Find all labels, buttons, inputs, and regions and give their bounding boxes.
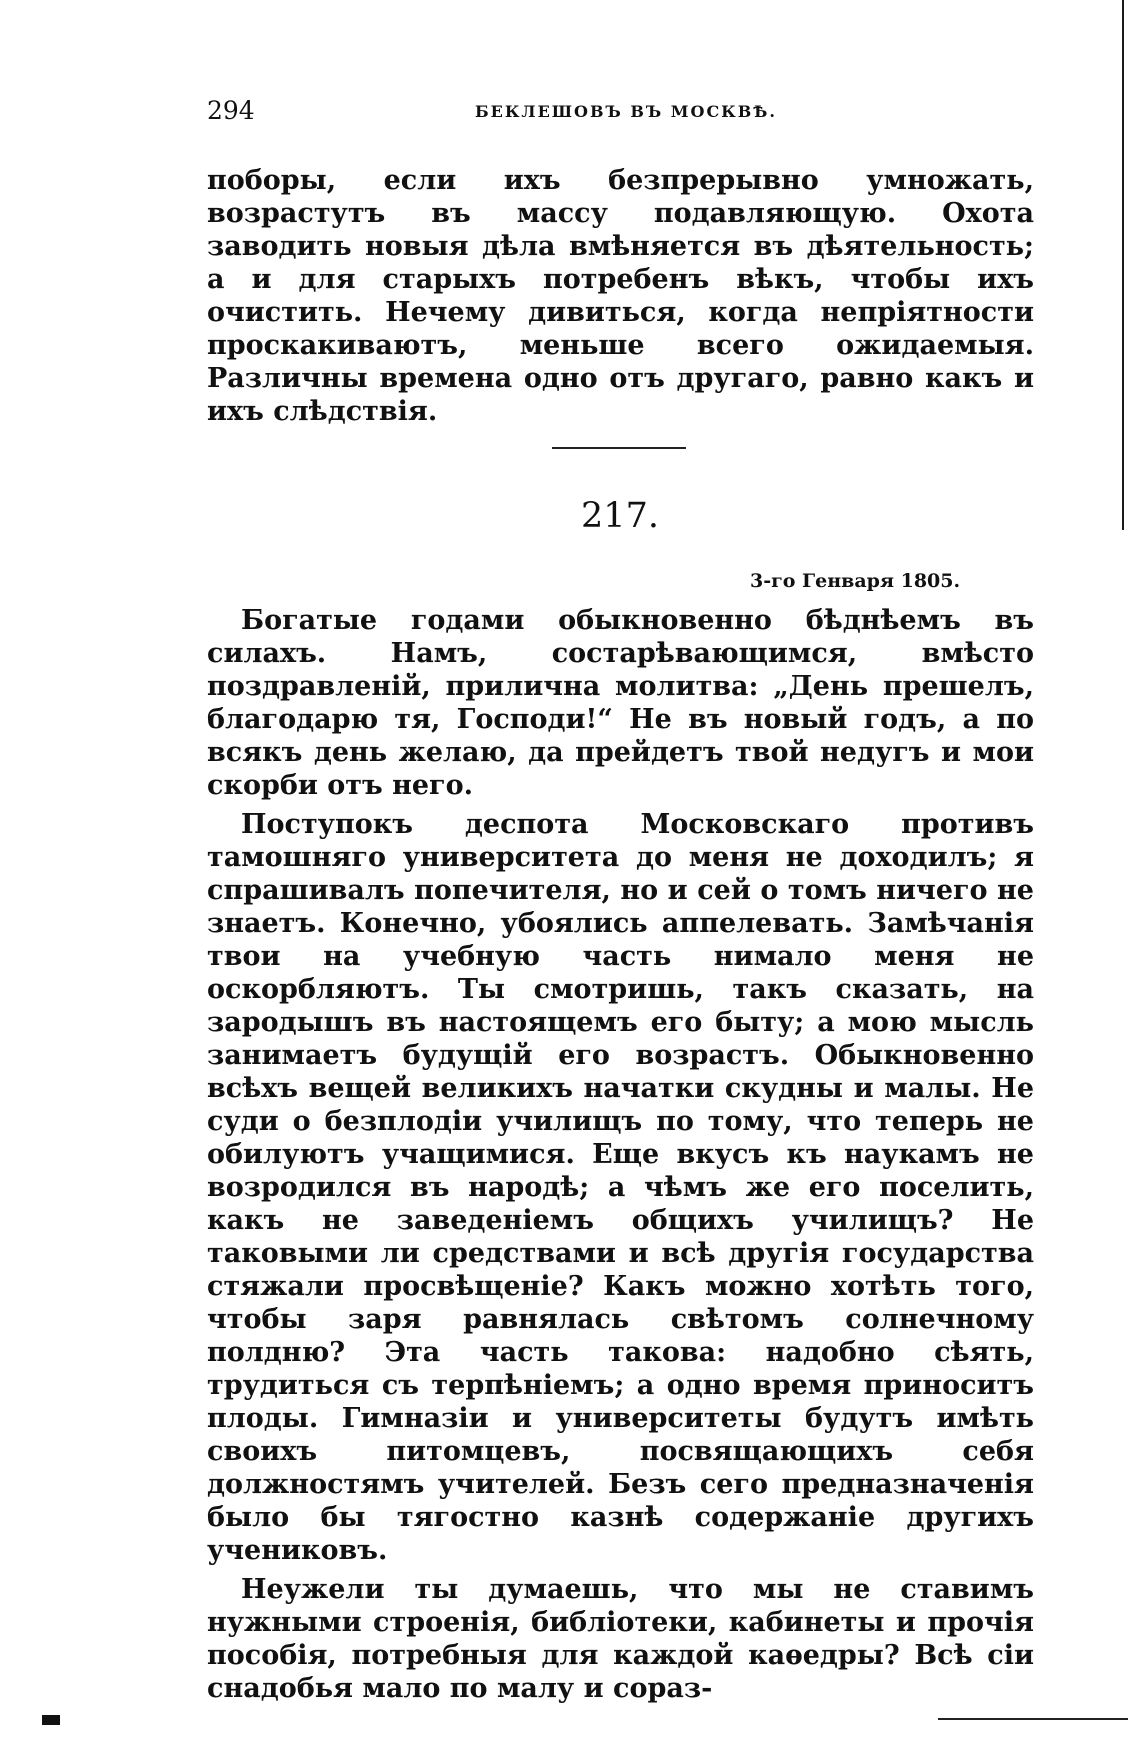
running-title: БЕКЛЕШОВЪ ВЪ МОСКВѢ.	[475, 102, 777, 121]
previous-letter-ending	[207, 164, 1034, 428]
page-number: 294	[207, 96, 255, 125]
letter-date: 3-го Генваря 1805.	[750, 570, 961, 592]
section-separator	[552, 447, 686, 449]
bottom-rule	[938, 1718, 1128, 1720]
previous-letter-paragraph: поборы, если ихъ безпрерывно умножать, возрастутъ въ массу подавляющую. Охота заводить новыя дѣла вмѣняется въ дѣятельность; а и для старыхъ потребенъ вѣкъ, чтобы ихъ очистить. Нечему дивиться, когда непріятности проскакиваютъ, меньше всего ожидаемыя. Различны времена одно отъ другаго, равно какъ и ихъ слѣдствія.	[207, 165, 1034, 427]
letter-paragraph: Поступокъ деспота Московскаго противъ тамошняго университета до меня не доходилъ; я спрашивалъ попечителя, но и сей о томъ ничего не знаетъ. Конечно, убоялись аппелевать. Замѣчанія твои на учебную часть нимало меня не оскорбляютъ. Ты смотришь, такъ сказать, на зародышъ въ настоящемъ его быту; а мою мысль занимаетъ будущій его возрастъ. Обыкновенно всѣхъ вещей великихъ начатки скудны и малы. Не суди о безплодіи училищъ по тому, что теперь не обилуютъ учащимися. Еще вкусъ къ наукамъ не возродился въ народѣ; а чѣмъ же его поселить, какъ не заведеніемъ общихъ училищъ? Не таковыми ли средствами и всѣ другія государства стяжали просвѣщеніе? Какъ можно хотѣть того, чтобы заря равнялась свѣтомъ солнечному полдню? Эта часть такова: надобно сѣять, трудиться съ терпѣніемъ; а одно время приноситъ плоды. Гимназіи и университеты будутъ имѣть своихъ питомцевъ, посвящающихъ себя должностямъ учителей. Безъ сего предназначенія было бы тягостно казнѣ содержаніе другихъ учениковъ.	[207, 809, 1034, 1566]
scan-mark	[42, 1715, 60, 1725]
letter-paragraph: Неужели ты думаешь, что мы не ставимъ нужными строенія, библіотеки, кабинеты и прочія пособія, потребныя для каждой каѳедры? Всѣ сіи снадобья мало по малу и сораз-	[207, 1574, 1034, 1704]
page-edge-line	[1122, 0, 1124, 530]
letter-paragraph: Богатые годами обыкновенно бѣднѣемъ въ силахъ. Намъ, состарѣвающимся, вмѣсто поздравленій, прилична молитва: „День прешелъ, благодарю тя, Господи!“ Не въ новый годъ, а по всякъ день желаю, да прейдетъ твой недугъ и мои скорби отъ него.	[207, 605, 1034, 801]
letter-number: 217.	[581, 496, 659, 536]
letter-body	[207, 604, 1034, 1705]
running-header	[207, 96, 1034, 136]
